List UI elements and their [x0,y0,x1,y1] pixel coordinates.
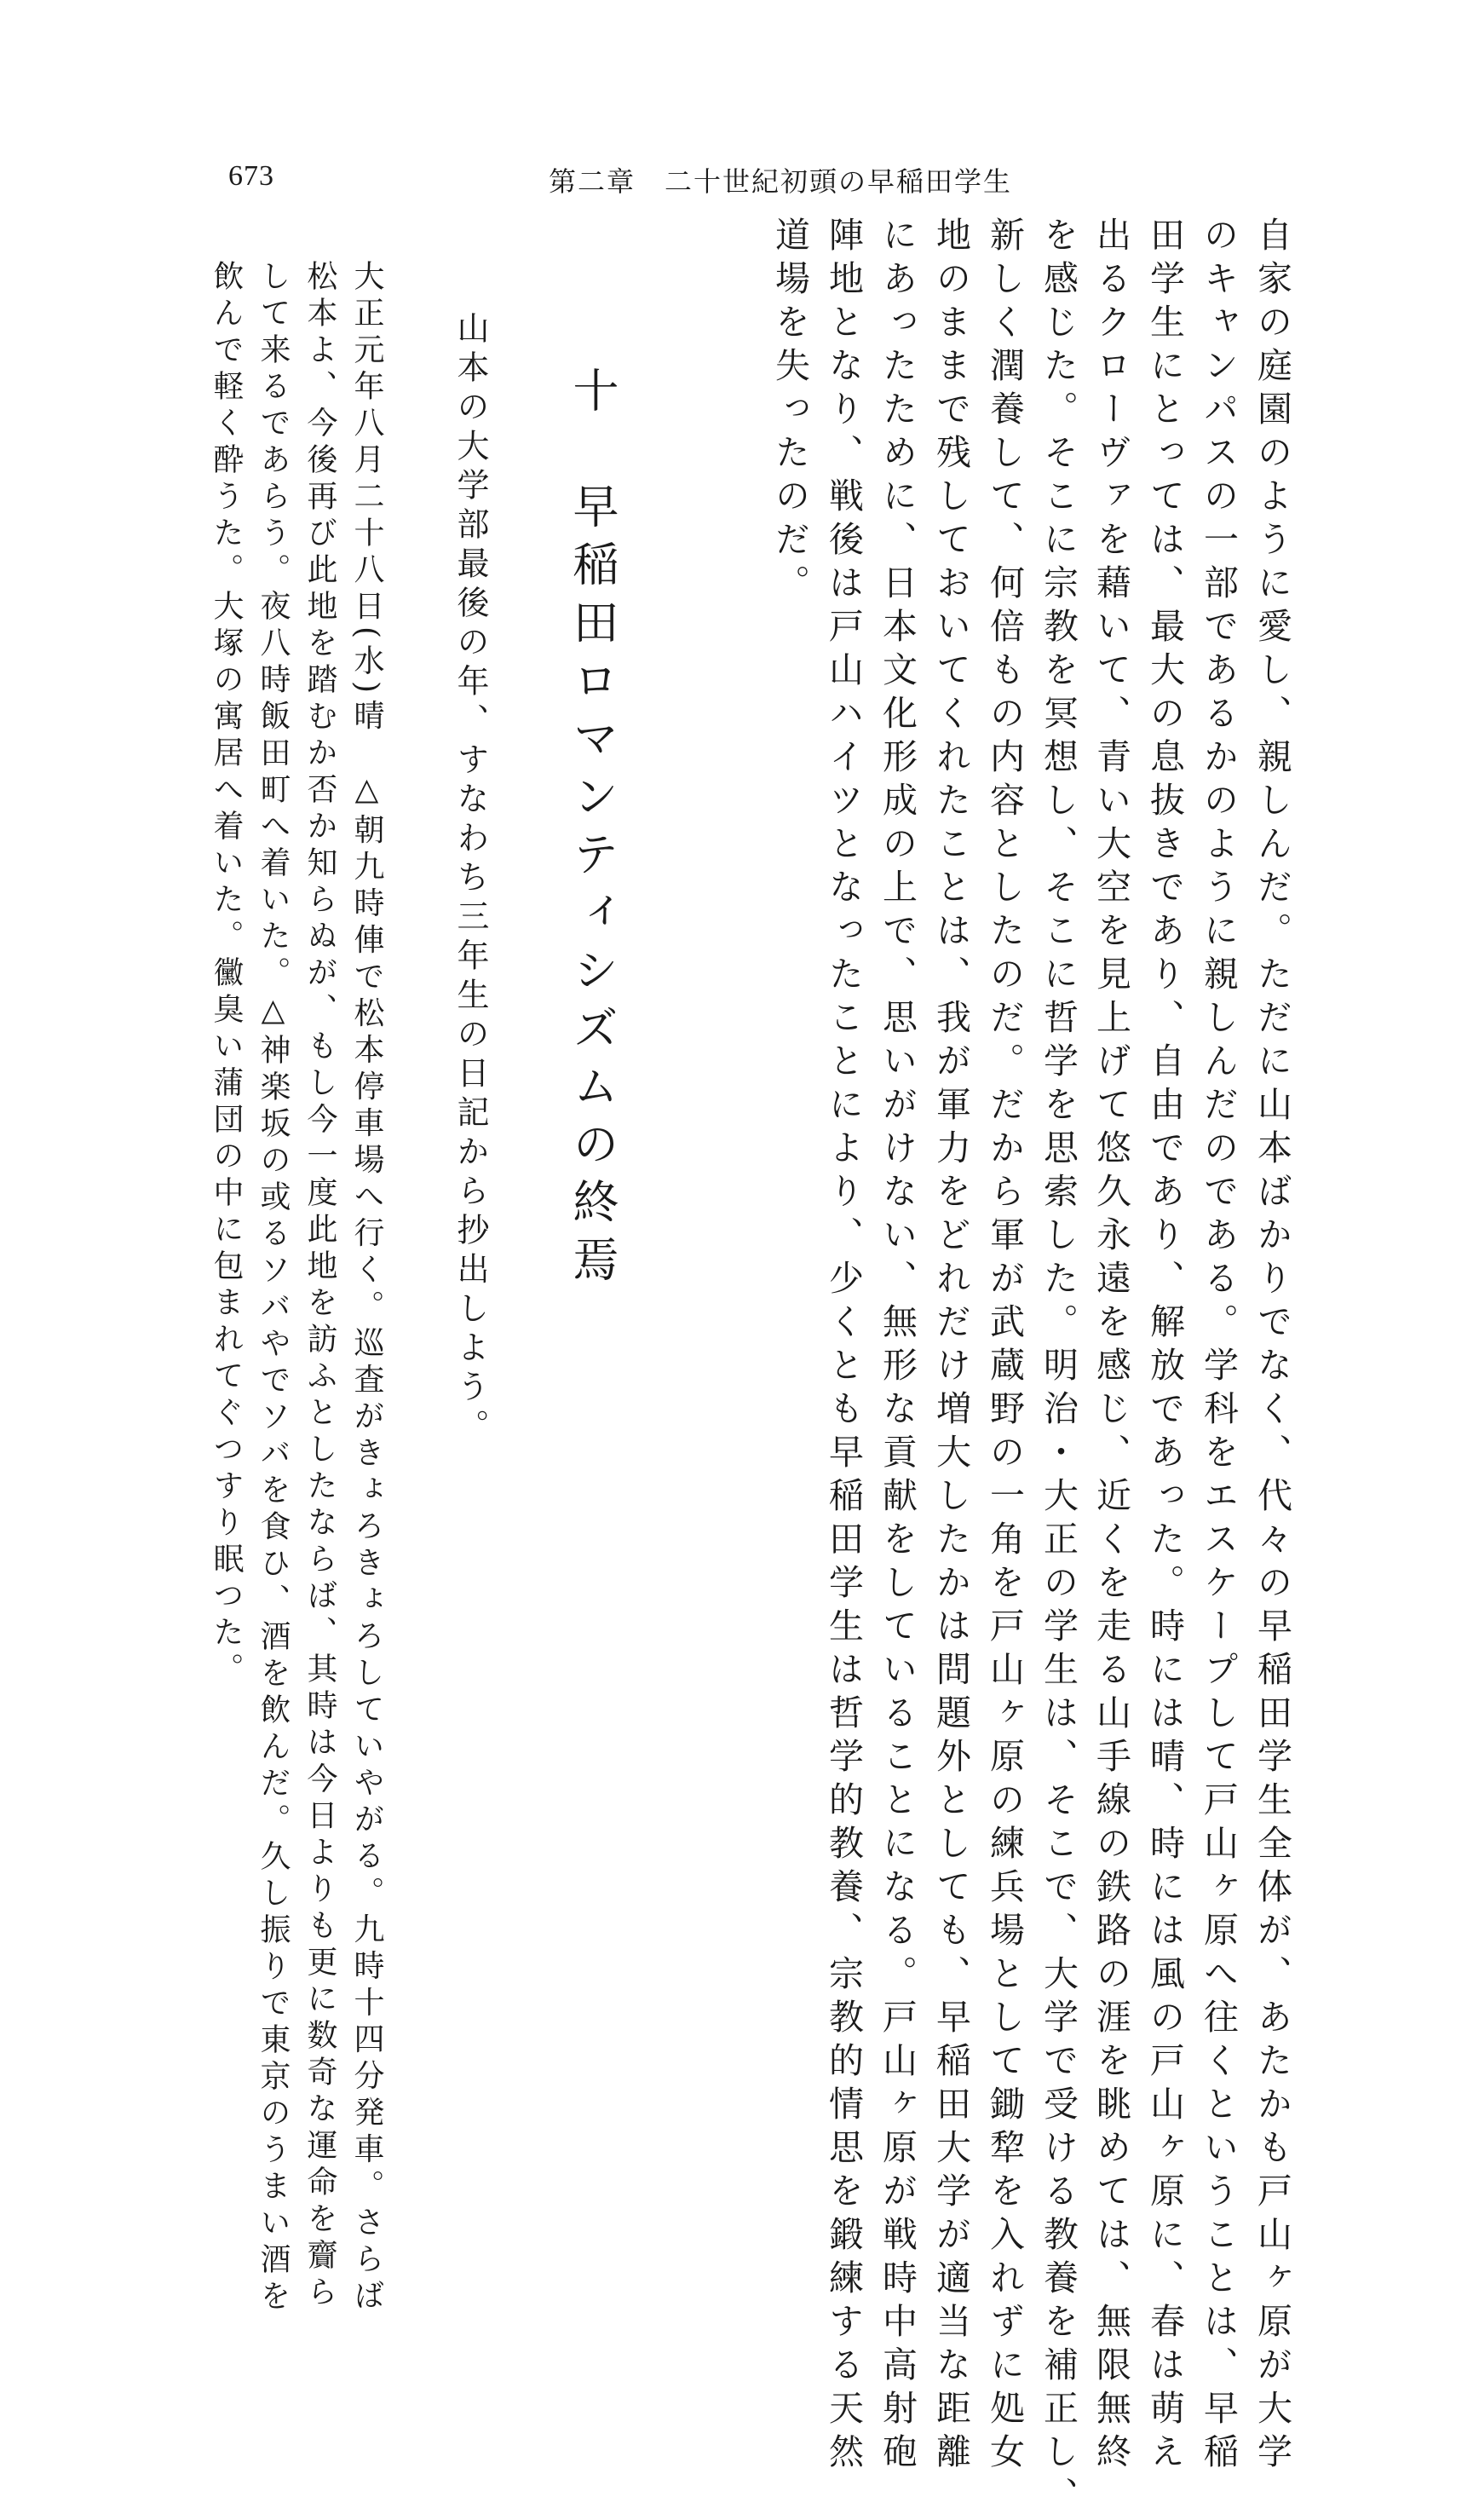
diary-text-column: 大正元年八月二十八日(水)晴 △朝九時俥で松本停車場へ行く。巡査がきょろきょろしていやがる。九時十四分発車。さらば [349,260,384,2316]
diary-text-column: 飲んで軽く酔うた。大塚の寓居へ着いた。黴臭い蒲団の中に包まれてぐつすり眠つた。 [209,260,244,1689]
body-text-column: 自家の庭園のように愛し、親しんだ。ただに山本ばかりでなく、代々の早稲田学生全体が、あたかも戸山ヶ原が大学 [1252,216,1292,2477]
body-text-column: 道場を失ったのだ。 [769,216,810,608]
page-number: 673 [228,160,274,192]
section-heading: 十 早稲田ロマンティシズムの終焉 [566,366,619,1294]
body-text-column: 田学生にとっては、最大の息抜きであり、自由であり、解放であった。時には晴、時には風の戸山ヶ原に、春は萌え [1144,216,1185,2477]
diary-text-column: 松本よ、今後再び此地を踏むか否か知らぬが、もし今一度此地を訪ふとしたならば、其時は今日よりも更に数奇な運命を齎ら [302,260,337,2312]
body-text-column: 陣地となり、戦後は戸山ハイツとなったことにより、少くとも早稲田学生は哲学的教養、宗教的情思を鍛練する天然 [823,216,864,2477]
body-text-column: にあったために、日本文化形成の上で、思いがけない、無形な貢献をしていることになる。戸山ヶ原が戦時中高射砲 [877,216,918,2477]
intro-line: 山本の大学部最後の年、すなわち三年生の日記から抄出しよう。 [452,311,489,1448]
body-text-column: 新しく潤養して、何倍もの内容としたのだ。だから軍が武蔵野の一角を戸山ヶ原の練兵場として鋤犂を入れずに処女 [984,216,1025,2477]
chapter-running-head: 第二章 二十世紀初頭の早稲田学生 [549,165,1013,198]
body-text-column: 出るクローヴァを藉いて、青い大空を見上げて悠久永遠を感じ、近くを走る山手線の鉄路の涯を眺めては、無限無終 [1091,216,1131,2477]
diary-text-column: して来るであらう。夜八時飯田町へ着いた。△神楽坂の或るソバやでソバを食ひ、酒を飲んだ。久し振りで東京のうまい酒を [256,260,291,2316]
body-text-column: のキャンパスの一部であるかのように親しんだのである。学科をエスケープして戸山ヶ原へ往くということは、早稲 [1198,216,1239,2477]
body-text-column: 地のままで残しておいてくれたことは、我が軍力をどれだけ増大したかは問題外としても、早稲田大学が適当な距離 [930,216,971,2477]
body-text-column: を感じた。そこに宗教を冥想し、そこに哲学を思索した。明治・大正の学生は、そこで、大学で受ける教養を補正し、 [1038,216,1079,2520]
